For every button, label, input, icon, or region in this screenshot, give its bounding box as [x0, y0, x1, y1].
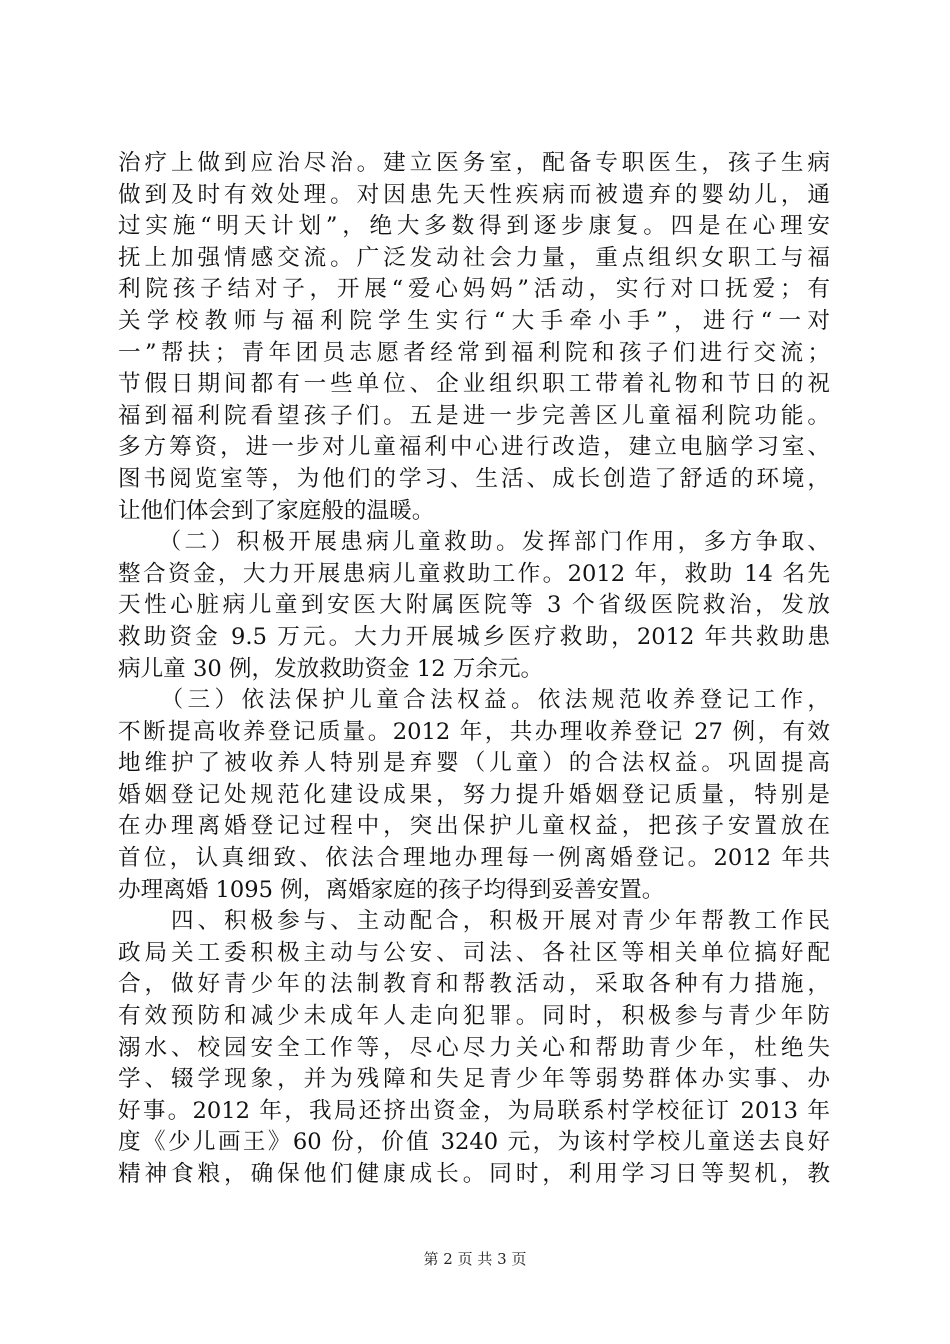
text-line: 让他们体会到了家庭般的温暖。: [118, 497, 435, 524]
text-line: 一”帮扶；青年团员志愿者经常到福利院和孩子们进行交流；: [118, 339, 830, 366]
text-line: 政局关工委积极主动与公安、司法、各社区等相关单位搞好配: [118, 939, 830, 966]
text-line: 关学校教师与福利院学生实行“大手牵小手”，进行“一对: [118, 307, 830, 334]
text-line: 地维护了被收养人特别是弃婴（儿童）的合法权益。巩固提高: [118, 750, 830, 777]
document-body: [118, 148, 830, 1191]
text-line: 天性心脏病儿童到安医大附属医院等 3 个省级医院救治，发放: [118, 592, 830, 619]
text-line: 病儿童 30 例，发放救助资金 12 万余元。: [118, 655, 544, 682]
text-line: 合，做好青少年的法制教育和帮教活动，采取各种有力措施，: [118, 971, 830, 998]
text-line: 在办理离婚登记过程中，突出保护儿童权益，把孩子安置放在: [118, 813, 830, 840]
text-line: 福到福利院看望孩子们。五是进一步完善区儿童福利院功能。: [118, 402, 830, 429]
text-line: 婚姻登记处规范化建设成果，努力提升婚姻登记质量，特别是: [118, 781, 830, 808]
text-line: 救助资金 9.5 万元。大力开展城乡医疗救助，2012 年共救助患: [118, 623, 830, 650]
text-line: 首位，认真细致、依法合理地办理每一例离婚登记。2012 年共: [118, 845, 830, 872]
text-line: 办理离婚 1095 例，离婚家庭的孩子均得到妥善安置。: [118, 876, 665, 903]
text-line: 过实施“明天计划”，绝大多数得到逐步康复。四是在心理安: [118, 213, 830, 240]
text-line: 好事。2012 年，我局还挤出资金，为局联系村学校征订 2013 年: [118, 1097, 830, 1124]
text-line: 治疗上做到应治尽治。建立医务室，配备专职医生，孩子生病: [118, 150, 830, 176]
text-line: 不断提高收养登记质量。2012 年，共办理收养登记 27 例，有效: [118, 718, 830, 745]
text-line: 多方筹资，进一步对儿童福利中心进行改造，建立电脑学习室、: [118, 434, 830, 461]
text-line: （二）积极开展患病儿童救助。发挥部门作用，多方争取、: [118, 529, 830, 556]
text-line: 做到及时有效处理。对因患先天性疾病而被遗弃的婴幼儿，通: [118, 181, 830, 208]
page-footer: 第 2 页 共 3 页: [423, 1250, 527, 1268]
text-line: 整合资金，大力开展患病儿童救助工作。2012 年，救助 14 名先: [118, 560, 830, 587]
text-line: 度《少儿画王》60 份，价值 3240 元，为该村学校儿童送去良好: [118, 1129, 830, 1156]
text-line: 利院孩子结对子，开展“爱心妈妈”活动，实行对口抚爱；有: [118, 276, 830, 303]
text-line: （三）依法保护儿童合法权益。依法规范收养登记工作，: [118, 687, 830, 714]
text-line: 四、积极参与、主动配合，积极开展对青少年帮教工作民: [118, 908, 830, 935]
text-line: 溺水、校园安全工作等，尽心尽力关心和帮助青少年，杜绝失: [118, 1034, 830, 1061]
text-line: 节假日期间都有一些单位、企业组织职工带着礼物和节日的祝: [118, 371, 830, 398]
text-line: 学、辍学现象，并为残障和失足青少年等弱势群体办实事、办: [118, 1066, 830, 1093]
text-line: 有效预防和减少未成年人走向犯罪。同时，积极参与青少年防: [118, 1003, 830, 1030]
text-line: 精神食粮，确保他们健康成长。同时，利用学习日等契机，教: [118, 1161, 830, 1187]
text-line: 图书阅览室等，为他们的学习、生活、成长创造了舒适的环境，: [118, 465, 830, 492]
text-line: 抚上加强情感交流。广泛发动社会力量，重点组织女职工与福: [118, 244, 830, 271]
